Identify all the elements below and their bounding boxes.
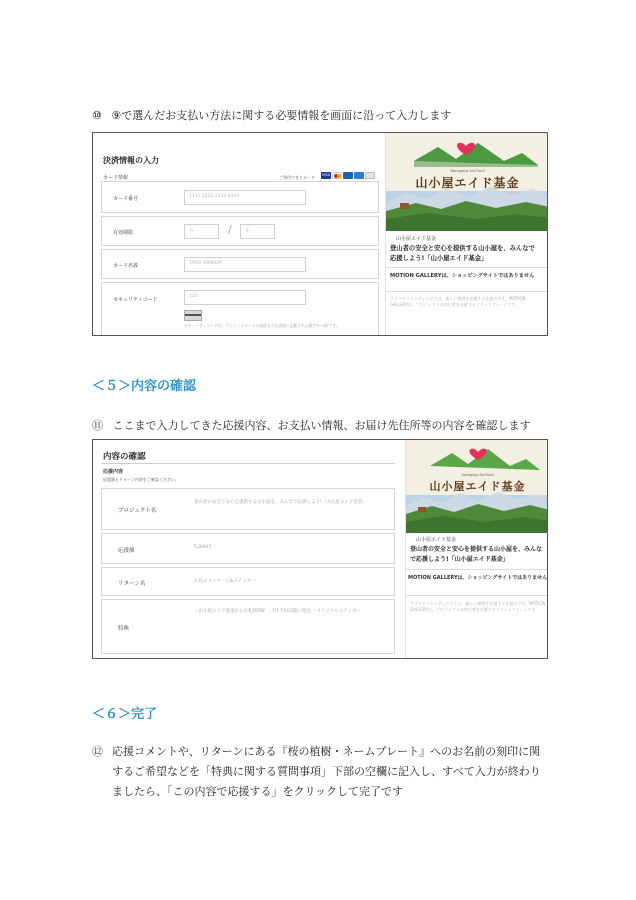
- project-panel: [405, 440, 548, 658]
- crowdfunding-text: クラウドファンディングとは、新しい挑戦を応援する仕組みです。MOTION GALLERYは、プロジェクトの実行者を支援するプラットフォームです。: [390, 296, 526, 307]
- section-5-heading: ＜５＞内容の確認: [92, 379, 197, 394]
- confirm-title: 内容の確認: [103, 452, 146, 462]
- card-back-icon: [184, 310, 202, 321]
- step-11: [92, 418, 531, 434]
- crowdfunding-text: クラウドファンディングとは、新しい挑戦を応援する仕組みです。MOTION GALLERYは、プロジェクトの実行者を支援するプラットフォームです。: [410, 601, 546, 612]
- payment-form-title: 決済情報の入力: [103, 156, 159, 165]
- card-number-row: [101, 181, 379, 213]
- confirm-row-value: 登山者の安全と安心を提供する山小屋を、みんなで応援しよう!「山小屋エイド基金」: [194, 500, 367, 505]
- card-info-label: カード情報: [103, 175, 129, 181]
- project-category: 山小屋エイド基金: [396, 236, 437, 242]
- project-banner: [386, 133, 548, 231]
- card-holder-row: [101, 249, 379, 279]
- divider: [406, 595, 548, 596]
- jcb-icon: [343, 172, 353, 179]
- amex-icon: [354, 172, 364, 179]
- security-code-note: セキュリティコードは、クレジットカードの裏面または表面に記載された数字3〜4桁です。: [184, 323, 340, 328]
- step-10-text: ⑨で選んだお支払い方法に関する必要情報を画面に沿って入力します: [111, 109, 452, 122]
- banner-title: 山小屋エイド基金: [415, 176, 520, 190]
- banner-subtitle: Yamagoya Aid Fund: [461, 473, 494, 477]
- step-12-line: 応援コメントや、リターンにある『桜の植樹・ネームプレート』へのお名前の刻印に関: [112, 745, 541, 758]
- project-title[interactable]: 登山者の安全と安心を提供する山小屋を、みんなで応援しよう!「山小屋エイド基金」: [390, 245, 535, 262]
- confirm-row-value: 5,000円: [194, 545, 212, 550]
- step-10-marker: ⑩: [92, 109, 102, 122]
- security-code-row: [101, 282, 379, 336]
- diners-icon: [365, 172, 375, 179]
- divider: [386, 267, 548, 268]
- step-11-text: ここまで入力してきた応援内容、お支払い情報、お届け先住所等の内容を確認します: [112, 419, 531, 432]
- project-banner: [406, 440, 548, 533]
- card-number-input[interactable]: 1111 2222 3333 4444: [184, 190, 306, 205]
- confirm-row-return: [101, 567, 395, 596]
- expiry-label: 有効期限: [113, 230, 134, 236]
- project-panel: [385, 133, 548, 335]
- confirm-row-label: リターン名: [118, 581, 146, 587]
- confirm-row-amount: [101, 533, 395, 564]
- confirm-instruction: 応援額とリターン内容をご確認ください。: [103, 477, 179, 482]
- section-6-heading: ＜６＞完了: [92, 707, 158, 722]
- security-code-input[interactable]: 123: [184, 290, 306, 305]
- banner-title: 山小屋エイド基金: [429, 480, 526, 493]
- divider: [406, 569, 548, 570]
- card-number-label: カード番号: [113, 196, 139, 202]
- card-holder-label: カード名義: [113, 263, 139, 269]
- expiry-year-input[interactable]: 年: [240, 224, 275, 239]
- confirm-row-value: お礼のメッセージ&ステッカー: [194, 579, 256, 584]
- divider: [101, 463, 395, 464]
- confirm-subtitle: 応援内容: [103, 469, 124, 475]
- confirm-row-value: ・山小屋エイド基金からお礼状PDF ・7月下旬以降に発送 ・オリジナルステッカー: [194, 609, 362, 614]
- step-12-line: ましたら、「この内容で応援する」をクリックして完了です: [112, 785, 404, 798]
- security-code-label: セキュリティコード: [113, 297, 158, 303]
- expiry-month-input[interactable]: 月: [184, 224, 219, 239]
- confirm-row-label: 応援額: [118, 548, 135, 554]
- confirm-row-benefit: [101, 599, 395, 654]
- step-12-marker: ⑫: [92, 745, 103, 758]
- visa-icon: VISA: [321, 173, 331, 177]
- step-12-line: するご希望などを「特典に関する質問事項」下部の空欄に記入し、すべて入力が終わり: [112, 765, 541, 778]
- step-11-marker: ⑪: [92, 419, 103, 432]
- confirm-screenshot: [92, 439, 548, 659]
- project-category: 山小屋エイド基金: [416, 537, 457, 543]
- accepted-cards-label: ご利用できるカード: [279, 175, 315, 180]
- banner-subtitle: Yamagoya Aid Fund: [450, 169, 485, 173]
- payment-screenshot: [92, 132, 548, 336]
- card-holder-input[interactable]: TARO YAMADA: [184, 257, 306, 272]
- card-brand-icons: [321, 172, 375, 179]
- expiry-separator: /: [228, 223, 232, 236]
- notice-text: MOTION GALLERYは、ショッピングサイトではありません: [408, 575, 548, 581]
- payment-form: [93, 133, 385, 335]
- divider: [386, 291, 548, 292]
- project-title[interactable]: 登山者の安全と安心を提供する山小屋を、みんなで応援しよう!「山小屋エイド基金」: [410, 546, 543, 563]
- confirm-row-project: [101, 488, 395, 530]
- confirm-row-label: プロジェクト名: [118, 508, 157, 514]
- confirm-row-label: 特典: [118, 626, 130, 632]
- confirm-form: [93, 440, 403, 658]
- expiry-row: [101, 216, 379, 246]
- step-10: [92, 108, 451, 124]
- notice-text: MOTION GALLERYは、ショッピングサイトではありません: [390, 273, 535, 279]
- mastercard-icon: [332, 172, 342, 179]
